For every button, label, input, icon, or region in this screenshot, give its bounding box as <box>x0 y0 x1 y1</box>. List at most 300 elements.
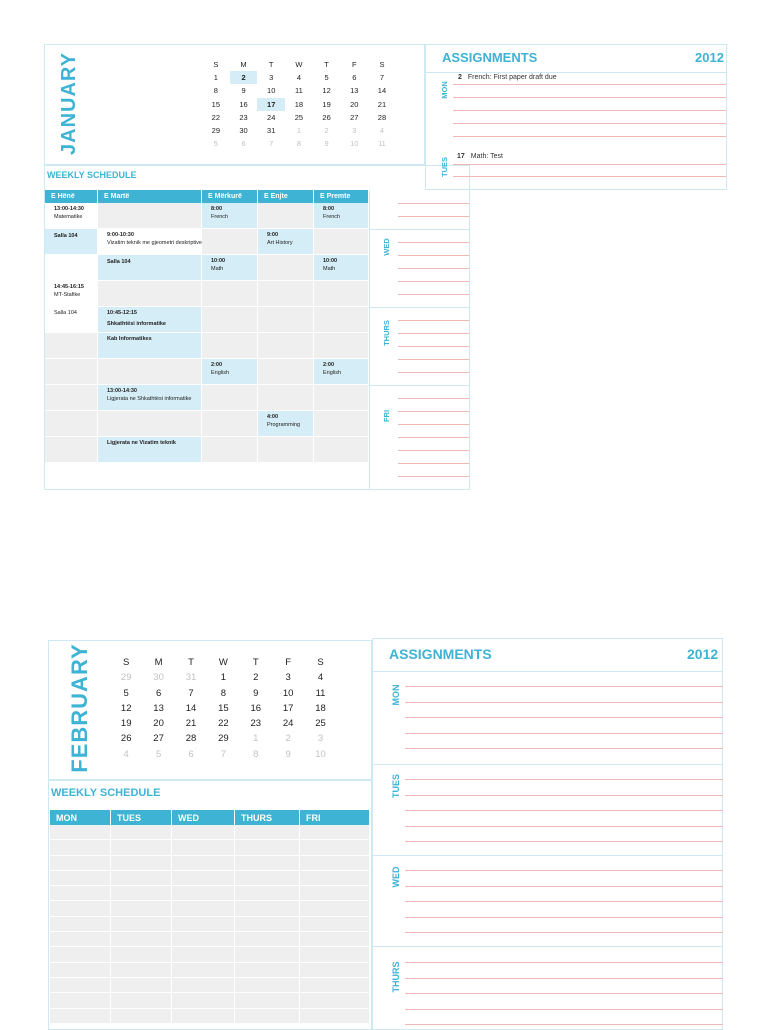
calendar-day[interactable]: 2 <box>285 733 291 745</box>
schedule-cell[interactable] <box>50 978 111 993</box>
assignments-header-divider <box>425 72 727 73</box>
weekday-header: T <box>188 657 194 668</box>
calendar-day[interactable]: 1 <box>220 672 227 684</box>
schedule-cell[interactable] <box>50 932 111 947</box>
divider <box>372 764 723 765</box>
ruled-line <box>405 870 723 871</box>
assignments-title-january: ASSIGNMENTS <box>442 50 538 65</box>
schedule-day-header: E Mërkurë <box>202 190 258 203</box>
schedule-cell[interactable]: Salla 104 <box>98 255 202 281</box>
schedule-cell[interactable] <box>172 993 235 1008</box>
calendar-day[interactable]: 5 <box>123 687 129 699</box>
schedule-cell[interactable] <box>45 437 98 463</box>
calendar-day[interactable]: 1 <box>253 733 259 745</box>
schedule-cell[interactable] <box>258 359 314 385</box>
calendar-day[interactable]: 8 <box>296 139 301 149</box>
calendar-day[interactable]: 31 <box>267 125 276 135</box>
schedule-cell[interactable] <box>314 385 369 411</box>
schedule-cell[interactable] <box>111 917 172 932</box>
assignment-item[interactable]: 2 French: First paper draft due <box>458 74 557 81</box>
day-label-thurs: THURS <box>391 961 401 993</box>
calendar-day[interactable]: 22 <box>211 112 221 122</box>
schedule-cell[interactable] <box>300 840 370 855</box>
schedule-cell[interactable] <box>50 840 111 855</box>
calendar-day[interactable]: 6 <box>188 748 194 760</box>
schedule-cell[interactable]: 8:00 French <box>314 203 369 229</box>
schedule-cell[interactable] <box>300 871 370 886</box>
schedule-cell[interactable] <box>202 385 258 411</box>
schedule-cell[interactable] <box>300 1009 370 1024</box>
calendar-day[interactable]: 9 <box>241 86 246 96</box>
weekly-schedule-title: WEEKLY SCHEDULE <box>47 170 137 180</box>
calendar-day[interactable]: 18 <box>315 702 326 714</box>
divider <box>372 946 723 947</box>
month-title-january: JANUARY <box>58 52 80 155</box>
day-label-mon: MON <box>391 684 401 706</box>
schedule-cell[interactable] <box>50 947 111 962</box>
ruled-line <box>453 164 726 165</box>
calendar-day[interactable]: 25 <box>294 112 304 122</box>
schedule-cell[interactable] <box>300 932 370 947</box>
calendar-day[interactable]: 8 <box>213 86 218 96</box>
assignments-header-divider <box>372 671 723 672</box>
ruled-line <box>405 932 723 933</box>
schedule-cell[interactable] <box>314 229 369 255</box>
day-label-fri: FRI <box>382 409 391 423</box>
schedule-cell[interactable] <box>314 411 369 437</box>
schedule-cell[interactable]: 8:00 French <box>202 203 258 229</box>
schedule-cell[interactable] <box>45 359 98 385</box>
schedule-header-row <box>45 190 369 203</box>
ruled-line <box>405 978 723 979</box>
weekday-header: M <box>240 60 247 69</box>
calendar-day[interactable]: 22 <box>218 718 229 730</box>
weekday-header: W <box>295 60 303 69</box>
schedule-grid-january <box>45 203 369 489</box>
calendar-day[interactable]: 18 <box>294 99 304 109</box>
schedule-cell[interactable]: 2:00 English <box>314 359 369 385</box>
day-label-tues: TUES <box>440 157 449 178</box>
ruled-line <box>405 826 723 827</box>
weekday-header: S <box>213 60 219 69</box>
ruled-line <box>405 779 723 780</box>
schedule-cell[interactable]: 10:45-12:15 Shkathtësi informatike <box>98 307 202 333</box>
day-label-mon: MON <box>440 81 449 99</box>
ruled-line <box>405 686 723 687</box>
weekday-header: W <box>218 657 228 668</box>
schedule-cell[interactable] <box>45 411 98 437</box>
calendar-day[interactable]: 7 <box>379 73 385 83</box>
schedule-cell[interactable] <box>50 871 111 886</box>
january-assignments-frame <box>425 44 727 190</box>
calendar-day[interactable]: 17 <box>282 702 294 714</box>
calendar-day[interactable]: 9 <box>324 139 329 149</box>
schedule-cell[interactable] <box>235 978 300 993</box>
schedule-day-header: WED <box>172 810 235 825</box>
ruled-line <box>453 110 726 111</box>
schedule-cell[interactable] <box>50 825 111 840</box>
mini-calendar-february <box>110 655 337 762</box>
divider <box>370 229 470 230</box>
schedule-cell[interactable]: 4:00 Programming <box>258 411 314 437</box>
schedule-cell[interactable] <box>111 871 172 886</box>
ruled-line <box>405 795 723 796</box>
ruled-line <box>405 748 723 749</box>
schedule-cell[interactable] <box>111 993 172 1008</box>
schedule-cell[interactable] <box>258 281 314 307</box>
calendar-day[interactable]: 29 <box>211 125 221 135</box>
calendar-day[interactable]: 2 <box>230 71 258 84</box>
weekly-schedule-title: WEEKLY SCHEDULE <box>51 787 161 799</box>
calendar-day[interactable]: 13 <box>350 86 359 96</box>
schedule-cell[interactable] <box>50 901 111 916</box>
schedule-cell[interactable] <box>172 901 235 916</box>
calendar-day[interactable]: 21 <box>185 718 197 730</box>
day-label-wed: WED <box>391 866 401 888</box>
calendar-day[interactable]: 10 <box>350 139 359 149</box>
ruled-line <box>405 733 723 734</box>
schedule-cell[interactable] <box>45 333 98 359</box>
calendar-day[interactable]: 3 <box>269 73 274 83</box>
schedule-cell[interactable] <box>300 993 370 1008</box>
schedule-cell[interactable]: Kab Informatikes <box>98 333 202 359</box>
divider <box>372 855 723 856</box>
schedule-cell[interactable] <box>172 871 235 886</box>
schedule-cell[interactable] <box>235 901 300 916</box>
schedule-cell[interactable]: 10:00 Math <box>202 255 258 281</box>
calendar-day[interactable]: 10 <box>282 687 294 699</box>
weekday-header: F <box>285 657 292 668</box>
weekday-header: T <box>252 657 259 668</box>
ruled-line <box>398 216 469 217</box>
schedule-cell[interactable] <box>300 963 370 978</box>
schedule-cell[interactable] <box>172 856 235 871</box>
calendar-day[interactable]: 31 <box>185 672 197 684</box>
schedule-day-header: MON <box>50 810 111 825</box>
schedule-cell[interactable] <box>98 411 202 437</box>
calendar-day[interactable]: 26 <box>322 112 331 122</box>
calendar-day[interactable]: 10 <box>315 748 326 760</box>
calendar-day[interactable]: 9 <box>253 687 259 699</box>
schedule-cell[interactable]: 2:00 English <box>202 359 258 385</box>
schedule-cell[interactable]: 10:00 Math <box>314 255 369 281</box>
calendar-day[interactable]: 17 <box>257 98 285 111</box>
calendar-day[interactable]: 25 <box>315 718 326 730</box>
calendar-day[interactable]: 4 <box>317 672 324 684</box>
ruled-line <box>398 281 469 282</box>
weekday-header: T <box>268 60 274 69</box>
ruled-line <box>398 411 469 412</box>
year-label-january: 2012 <box>695 50 724 65</box>
calendar-day[interactable]: 7 <box>269 139 274 149</box>
divider <box>369 190 370 490</box>
calendar-day[interactable]: 12 <box>322 86 331 96</box>
calendar-day[interactable]: 12 <box>120 702 132 714</box>
schedule-day-header: THURS <box>235 810 300 825</box>
calendar-day[interactable]: 5 <box>324 73 329 83</box>
calendar-day[interactable]: 6 <box>155 687 162 699</box>
calendar-day[interactable]: 28 <box>185 733 197 745</box>
ruled-line <box>398 255 469 256</box>
schedule-cell[interactable] <box>235 825 300 840</box>
schedule-cell[interactable]: Ligjerata ne Vizatim teknik <box>98 437 202 463</box>
schedule-day-header: E Martë <box>98 190 202 203</box>
schedule-cell[interactable] <box>235 840 300 855</box>
schedule-cell[interactable] <box>111 825 172 840</box>
calendar-day[interactable]: 27 <box>153 733 164 745</box>
calendar-day[interactable]: 30 <box>239 125 248 135</box>
schedule-cell[interactable] <box>50 917 111 932</box>
ruled-line <box>453 123 726 124</box>
schedule-cell[interactable] <box>111 901 172 916</box>
schedule-cell[interactable] <box>235 932 300 947</box>
ruled-line <box>398 437 469 438</box>
ruled-line <box>405 901 723 902</box>
schedule-cell[interactable] <box>111 840 172 855</box>
schedule-cell[interactable] <box>172 825 235 840</box>
calendar-day[interactable]: 28 <box>377 112 387 122</box>
schedule-cell[interactable] <box>50 993 111 1008</box>
calendar-day[interactable]: 3 <box>285 672 291 684</box>
calendar-day[interactable]: 20 <box>153 718 164 730</box>
schedule-header-row <box>50 810 370 825</box>
schedule-cell[interactable]: 13:00-14:30 Ligjerata ne Shkathtësi informatike <box>98 385 202 411</box>
ruled-line <box>398 346 469 347</box>
calendar-day[interactable]: 5 <box>213 139 218 149</box>
ruled-line <box>453 84 726 85</box>
schedule-cell[interactable] <box>258 203 314 229</box>
calendar-day[interactable]: 8 <box>253 748 259 760</box>
calendar-day[interactable]: 11 <box>378 139 386 149</box>
ruled-line <box>405 810 723 811</box>
schedule-cell[interactable] <box>202 307 258 333</box>
schedule-cell[interactable] <box>235 963 300 978</box>
schedule-day-header: E Premte <box>314 190 369 203</box>
schedule-cell[interactable] <box>50 1009 111 1024</box>
calendar-day[interactable]: 4 <box>296 73 301 83</box>
schedule-cell[interactable] <box>258 437 314 463</box>
calendar-day[interactable]: 23 <box>250 718 262 730</box>
schedule-cell[interactable] <box>45 385 98 411</box>
assignment-item[interactable]: 17 Math: Test <box>457 153 503 160</box>
calendar-day[interactable]: 27 <box>350 112 359 122</box>
schedule-cell[interactable] <box>111 1009 172 1024</box>
schedule-cell[interactable] <box>111 963 172 978</box>
ruled-line <box>405 702 723 703</box>
schedule-cell[interactable]: Salla 104 <box>45 229 98 255</box>
weekday-header: S <box>317 657 324 668</box>
calendar-day[interactable]: 8 <box>220 687 227 699</box>
schedule-cell[interactable] <box>235 947 300 962</box>
day-label-wed: WED <box>382 238 391 256</box>
weekday-header: M <box>154 657 163 668</box>
calendar-day[interactable]: 24 <box>267 112 276 122</box>
schedule-cell[interactable] <box>98 281 202 307</box>
schedule-cell[interactable] <box>235 856 300 871</box>
calendar-day[interactable]: 24 <box>282 718 294 730</box>
ruled-line <box>453 176 726 177</box>
schedule-cell[interactable] <box>172 932 235 947</box>
calendar-day[interactable]: 15 <box>218 702 229 714</box>
ruled-line <box>405 717 723 718</box>
calendar-day[interactable]: 16 <box>239 99 248 109</box>
schedule-cell[interactable] <box>111 978 172 993</box>
schedule-cell[interactable] <box>235 886 300 901</box>
mini-calendar-january <box>202 58 396 150</box>
schedule-cell[interactable] <box>300 886 370 901</box>
schedule-cell[interactable] <box>300 947 370 962</box>
schedule-cell[interactable] <box>111 947 172 962</box>
calendar-day[interactable]: 1 <box>213 73 218 83</box>
schedule-cell[interactable] <box>172 840 235 855</box>
calendar-day[interactable]: 11 <box>315 687 326 699</box>
calendar-day[interactable]: 7 <box>220 748 227 760</box>
weekday-header: S <box>379 60 385 69</box>
ruled-line <box>405 917 723 918</box>
schedule-cell[interactable] <box>50 886 111 901</box>
calendar-day[interactable]: 23 <box>239 112 248 122</box>
schedule-cell[interactable] <box>202 281 258 307</box>
schedule-day-header: FRI <box>300 810 370 825</box>
ruled-line <box>453 136 726 137</box>
schedule-cell[interactable] <box>172 963 235 978</box>
calendar-day[interactable]: 7 <box>188 687 194 699</box>
schedule-cell[interactable] <box>235 871 300 886</box>
schedule-cell[interactable] <box>172 917 235 932</box>
schedule-cell[interactable] <box>314 281 369 307</box>
calendar-day[interactable]: 13 <box>153 702 164 714</box>
calendar-day[interactable]: 29 <box>120 672 132 684</box>
schedule-cell[interactable] <box>258 307 314 333</box>
ruled-line <box>405 962 723 963</box>
schedule-cell[interactable] <box>300 825 370 840</box>
schedule-cell[interactable] <box>300 978 370 993</box>
calendar-day[interactable]: 2 <box>324 125 329 135</box>
day-label-tues: TUES <box>391 774 401 799</box>
schedule-cell[interactable]: 13:00-14:30 Matematike <box>45 203 98 229</box>
schedule-cell[interactable] <box>111 932 172 947</box>
schedule-cell[interactable]: 14:45-16:15 MT-Stafike <box>45 281 98 307</box>
calendar-day[interactable]: 29 <box>218 733 229 745</box>
schedule-cell[interactable] <box>314 333 369 359</box>
schedule-cell[interactable] <box>300 917 370 932</box>
calendar-day[interactable]: 1 <box>296 125 301 135</box>
weekday-header: S <box>123 657 130 668</box>
calendar-day[interactable]: 4 <box>379 125 385 135</box>
calendar-day[interactable]: 14 <box>185 702 197 714</box>
schedule-cell[interactable] <box>172 886 235 901</box>
calendar-day[interactable]: 19 <box>120 718 132 730</box>
ruled-line <box>398 242 469 243</box>
schedule-cell[interactable] <box>314 437 369 463</box>
calendar-day[interactable]: 16 <box>250 702 262 714</box>
schedule-cell[interactable] <box>202 437 258 463</box>
schedule-cell[interactable] <box>172 978 235 993</box>
weekday-header: F <box>351 60 357 69</box>
ruled-line <box>398 424 469 425</box>
ruled-line <box>405 1009 723 1010</box>
ruled-line <box>405 841 723 842</box>
schedule-cell[interactable] <box>172 947 235 962</box>
schedule-cell[interactable] <box>50 963 111 978</box>
calendar-day[interactable]: 6 <box>352 73 357 83</box>
schedule-cell[interactable] <box>300 856 370 871</box>
schedule-cell[interactable] <box>202 411 258 437</box>
schedule-cell[interactable] <box>235 917 300 932</box>
schedule-day-header: TUES <box>111 810 172 825</box>
schedule-cell[interactable] <box>258 333 314 359</box>
schedule-cell[interactable] <box>314 307 369 333</box>
month-title-february: FEBRUARY <box>67 643 92 773</box>
calendar-day[interactable]: 5 <box>155 748 162 760</box>
schedule-day-header: E Hënë <box>45 190 98 203</box>
february-assignments-frame <box>372 638 723 1030</box>
ruled-line <box>398 476 469 477</box>
ruled-line <box>453 97 726 98</box>
ruled-line <box>398 320 469 321</box>
schedule-cell[interactable] <box>202 229 258 255</box>
calendar-day[interactable]: 9 <box>285 748 291 760</box>
schedule-cell[interactable] <box>235 993 300 1008</box>
calendar-day[interactable]: 19 <box>322 99 331 109</box>
ruled-line <box>398 333 469 334</box>
ruled-line <box>398 398 469 399</box>
schedule-cell[interactable] <box>235 1009 300 1024</box>
schedule-cell[interactable] <box>202 333 258 359</box>
ruled-line <box>398 268 469 269</box>
calendar-day[interactable]: 3 <box>352 125 357 135</box>
schedule-cell[interactable] <box>98 359 202 385</box>
calendar-day[interactable]: 2 <box>253 672 259 684</box>
calendar-day[interactable]: 10 <box>267 86 276 96</box>
schedule-cell[interactable] <box>45 255 98 281</box>
schedule-cell[interactable]: 9:00 Art History <box>258 229 314 255</box>
calendar-day[interactable]: 3 <box>317 733 324 745</box>
calendar-day[interactable]: 15 <box>211 99 221 109</box>
ruled-line <box>405 886 723 887</box>
calendar-day[interactable]: 21 <box>377 99 387 109</box>
schedule-cell[interactable] <box>258 255 314 281</box>
calendar-day[interactable]: 20 <box>350 99 359 109</box>
schedule-cell[interactable] <box>111 886 172 901</box>
calendar-day[interactable]: 14 <box>377 86 387 96</box>
ruled-line <box>398 372 469 373</box>
schedule-cell[interactable] <box>172 1009 235 1024</box>
ruled-line <box>398 294 469 295</box>
calendar-day[interactable]: 11 <box>295 86 303 96</box>
year-label-february: 2012 <box>687 646 719 662</box>
schedule-cell[interactable] <box>258 385 314 411</box>
ruled-line <box>405 993 723 994</box>
schedule-cell[interactable] <box>111 856 172 871</box>
schedule-cell[interactable]: Salla 104 <box>45 307 98 333</box>
ruled-line <box>398 359 469 360</box>
calendar-day[interactable]: 6 <box>241 139 246 149</box>
schedule-cell[interactable]: 9:00-10:30 Vizatim teknik me gjeometri deskriptive <box>98 229 202 255</box>
schedule-cell[interactable] <box>50 856 111 871</box>
schedule-cell[interactable] <box>300 901 370 916</box>
ruled-line <box>398 463 469 464</box>
divider <box>370 307 470 308</box>
schedule-grid-february <box>50 825 370 1024</box>
schedule-cell[interactable] <box>98 203 202 229</box>
calendar-day[interactable]: 30 <box>153 672 164 684</box>
weekday-header: T <box>324 60 329 69</box>
calendar-day[interactable]: 26 <box>120 733 132 745</box>
calendar-day[interactable]: 4 <box>123 748 129 760</box>
divider <box>370 385 470 386</box>
day-label-thurs: THURS <box>382 320 391 346</box>
